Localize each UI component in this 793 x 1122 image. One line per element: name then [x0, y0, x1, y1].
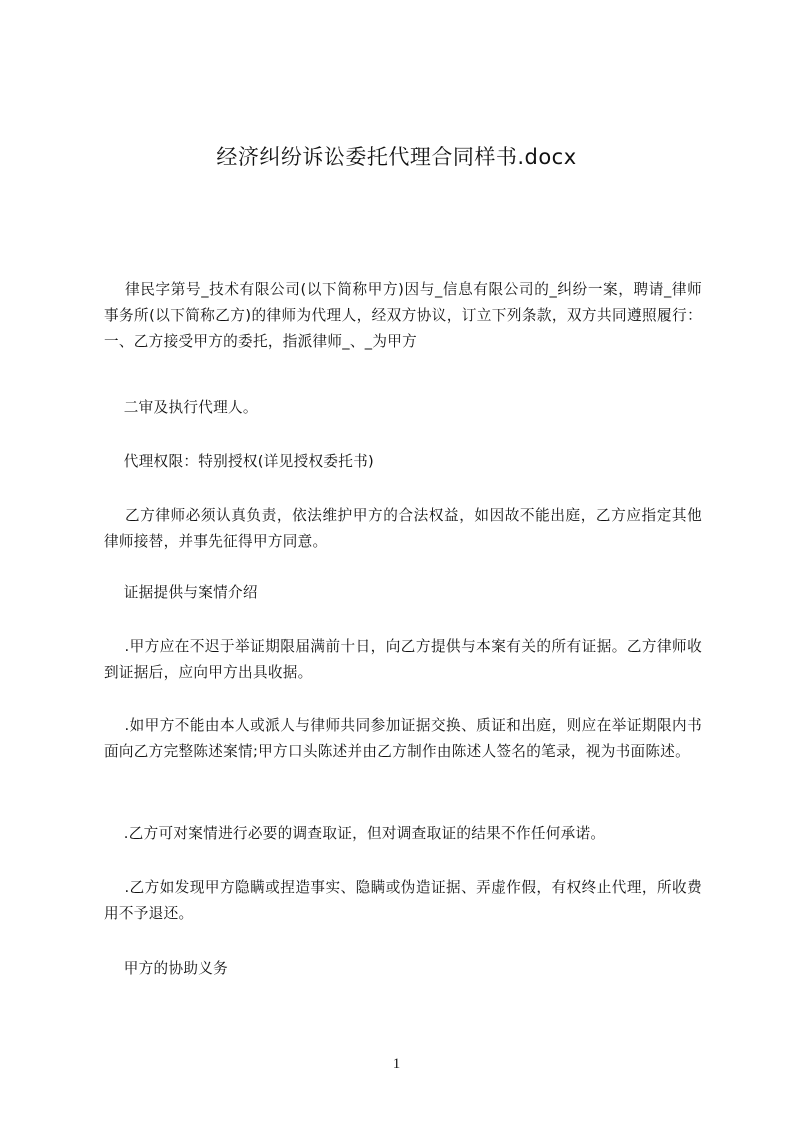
- section-heading-assistance: 甲方的协助义务: [104, 960, 229, 977]
- paragraph-authority: 代理权限：特别授权(详见授权委托书): [104, 453, 375, 470]
- paragraph-intro: 律民字第号_技术有限公司(以下简称甲方)因与_信息有限公司的_纠纷一案，聘请_律师事务所(以下简称乙方)的律师为代理人，经双方协议，订立下列条款，双方共同遵照履行：一、乙方接受甲方的委托，指派律师_、_为甲方: [104, 281, 702, 350]
- page-number: 1: [392, 1056, 401, 1072]
- paragraph-written-statement: .如甲方不能由本人或派人与律师共同参加证据交换、质证和出庭，则应在举证期限内书面向乙方完整陈述案情;甲方口头陈述并由乙方制作由陈述人签名的笔录，视为书面陈述。: [104, 717, 703, 760]
- section-heading-evidence: 证据提供与案情介绍: [104, 584, 258, 601]
- document-title: 经济纠纷诉讼委托代理合同样书.docx: [216, 145, 577, 169]
- paragraph-appeal-agent: 二审及执行代理人。: [104, 399, 258, 416]
- paragraph-evidence-deadline: .甲方应在不迟于举证期限届满前十日，向乙方提供与本案有关的所有证据。乙方律师收到证据后，应向甲方出具收据。: [104, 638, 703, 681]
- paragraph-termination: .乙方如发现甲方隐瞒或捏造事实、隐瞒或伪造证据、弄虚作假，有权终止代理，所收费用不予退还。: [104, 879, 703, 922]
- paragraph-investigation: .乙方可对案情进行必要的调查取证，但对调查取证的结果不作任何承诺。: [104, 825, 606, 842]
- paragraph-lawyer-duty: 乙方律师必须认真负责，依法维护甲方的合法权益，如因故不能出庭，乙方应指定其他律师接替，并事先征得甲方同意。: [104, 507, 702, 550]
